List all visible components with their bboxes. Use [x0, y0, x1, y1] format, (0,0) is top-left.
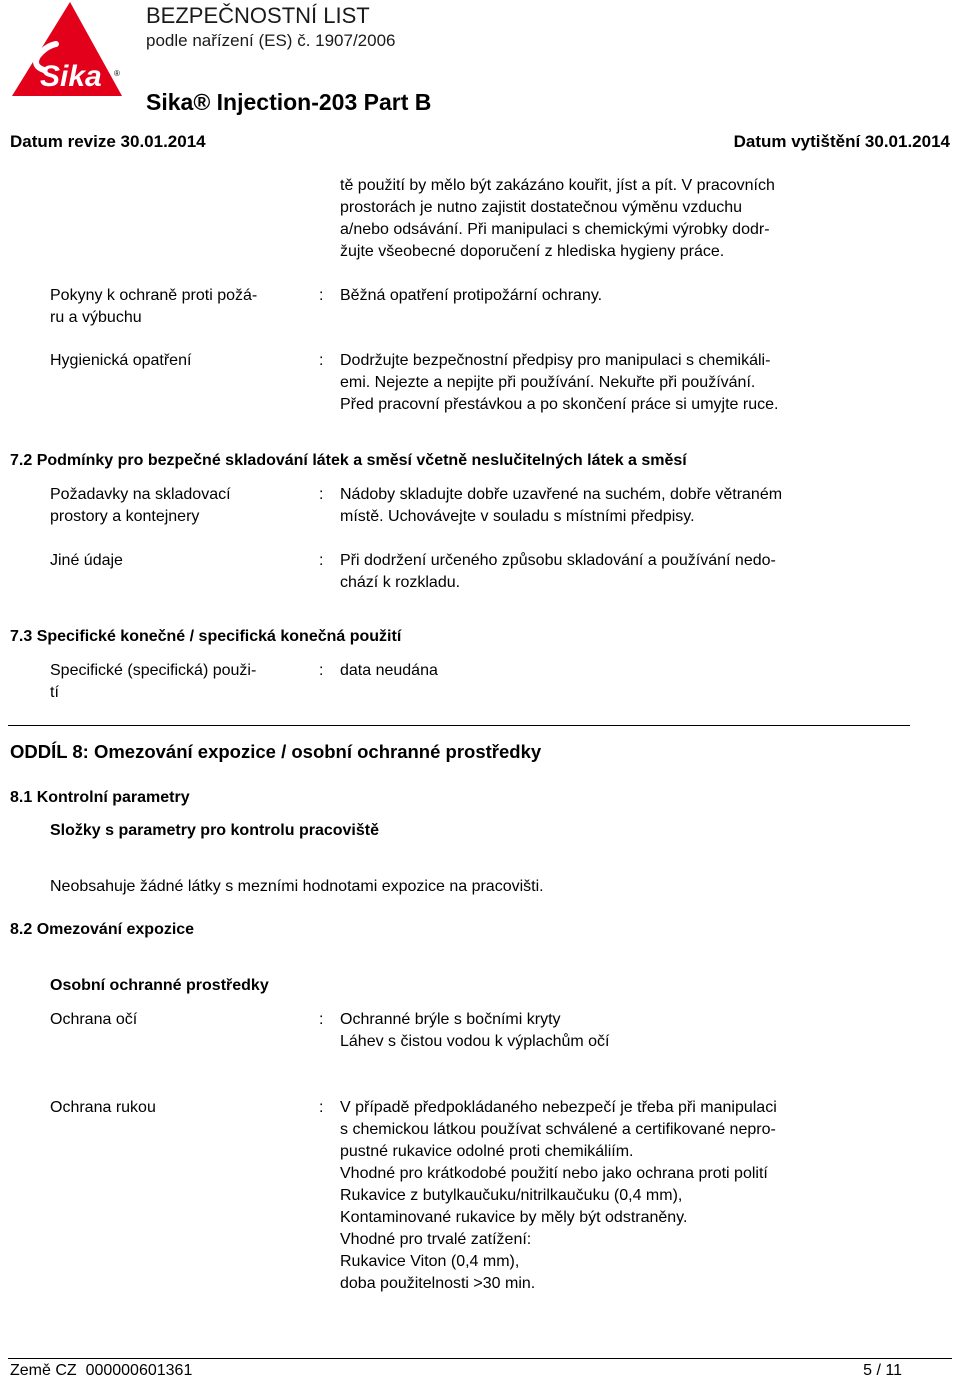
revision-date: Datum revize 30.01.2014: [10, 132, 206, 151]
document-title: BEZPEČNOSTNÍ LIST: [146, 3, 370, 28]
ppe-heading: Osobní ochranné prostředky: [50, 977, 269, 994]
eye-protection-colon: :: [319, 1011, 324, 1028]
regulation-reference: podle nařízení (ES) č. 1907/2006: [146, 31, 396, 50]
section-8-1-text: Neobsahuje žádné látky s mezními hodnotami expozice na pracovišti.: [50, 878, 544, 895]
other-info-value: Při dodržení určeného způsobu skladování a používání nedo- chází k rozkladu.: [340, 552, 776, 591]
fire-protection-label: Pokyny k ochraně proti požá- ru a výbuchu: [50, 287, 258, 326]
hand-protection-value: V případě předpokládaného nebezpečí je třeba při manipulaci s chemickou látkou používat schválené a certifikované nepro- pustné rukavice odolné proti chemikáliím. Vhodné pro krátkodobé použití nebo jako ochrana proti polití Rukavice z butylkaučuku/nitrilkaučuku (0,4 mm), Kontaminované rukavice by měly být odstraněny. Vhodné pro trvalé zatížení: Rukavice Viton (0,4 mm), doba použitelnosti >30 min.: [340, 1099, 777, 1292]
hand-protection-colon: :: [319, 1099, 324, 1116]
other-info-colon: :: [319, 552, 324, 569]
other-info-label: Jiné údaje: [50, 552, 123, 569]
hand-protection-label: Ochrana rukou: [50, 1099, 156, 1116]
fire-protection-value: Běžná opatření protipožární ochrany.: [340, 287, 603, 304]
svg-text:Sika: Sika: [40, 60, 102, 93]
section-8-1-subheading: Složky s parametry pro kontrolu pracoviště: [50, 822, 379, 839]
specific-use-colon: :: [319, 662, 324, 679]
product-name: Sika® Injection-203 Part B: [146, 89, 432, 115]
hygiene-colon: :: [319, 352, 324, 369]
section-divider: [8, 725, 910, 726]
storage-value: Nádoby skladujte dobře uzavřené na suchém, dobře větraném místě. Uchovávejte v souladu s místními předpisy.: [340, 486, 783, 525]
svg-text:®: ®: [114, 69, 120, 78]
section-8-heading: ODDÍL 8: Omezování expozice / osobní ochranné prostředky: [10, 741, 542, 762]
eye-protection-value: Ochranné brýle s bočními kryty Láhev s čistou vodou k výplachům očí: [340, 1011, 610, 1050]
storage-label: Požadavky na skladovací prostory a kontejnery: [50, 486, 231, 525]
hygiene-value: Dodržujte bezpečnostní předpisy pro manipulaci s chemikáli- emi. Nejezte a nepijte při používání. Nekuřte při používání. Před pracovní přestávkou a po skončení práce si umyjte ruce.: [340, 352, 779, 413]
specific-use-value: data neudána: [340, 662, 438, 679]
hygiene-label: Hygienická opatření: [50, 352, 192, 369]
section-8-1-heading: 8.1 Kontrolní parametry: [10, 789, 190, 806]
print-date: Datum vytištění 30.01.2014: [733, 132, 950, 151]
section-7-3-heading: 7.3 Specifické konečné / specifická konečná použití: [10, 628, 402, 645]
footer-divider: [8, 1358, 952, 1359]
specific-use-label: Specifické (specifická) použi- tí: [50, 662, 257, 701]
sika-logo-icon: [10, 0, 128, 98]
section-8-2-heading: 8.2 Omezování expozice: [10, 921, 195, 938]
section-7-2-heading: 7.2 Podmínky pro bezpečné skladování látek a směsí včetně neslučitelných látek a směsí: [10, 452, 687, 469]
eye-protection-label: Ochrana očí: [50, 1011, 138, 1028]
footer-document-id: Země CZ 000000601361: [10, 1362, 193, 1379]
fire-protection-colon: :: [319, 287, 324, 304]
sika-logo: [10, 0, 128, 98]
continued-text: tě použití by mělo být zakázáno kouřit, jíst a pít. V pracovních prostorách je nutno zajistit dostatečnou výměnu vzduchu a/nebo odsávání. Při manipulaci s chemickými výrobky dodr- žujte všeobecné doporučení z hlediska hygieny práce.: [340, 177, 775, 260]
footer-page-number: 5 / 11: [863, 1362, 902, 1379]
storage-colon: :: [319, 486, 324, 503]
